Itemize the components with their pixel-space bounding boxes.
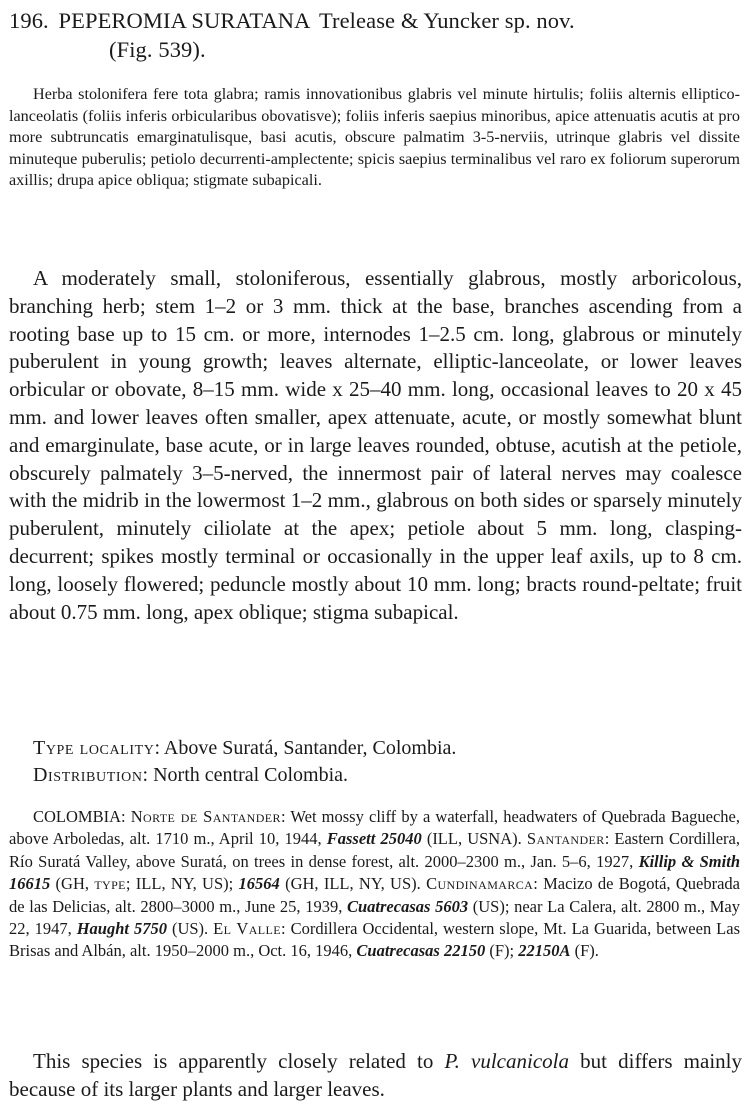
specimen-text: ; ILL, NY, US); bbox=[125, 874, 239, 894]
figure-reference: (Fig. 539). bbox=[109, 37, 206, 62]
specimens-paragraph bbox=[9, 806, 740, 963]
region-el-valle: El Valle bbox=[213, 919, 282, 939]
specimen-text: (F); bbox=[485, 941, 519, 961]
specimen-text: (GH, bbox=[50, 874, 95, 894]
specimens-examined bbox=[9, 806, 740, 963]
distribution: Distribution: North central Colombia. bbox=[33, 764, 349, 786]
type-locality-label: Type locality bbox=[33, 737, 155, 759]
collector-number: Cuatrecasas 22150 bbox=[356, 941, 486, 961]
collector-number: 16564 bbox=[238, 874, 280, 894]
latin-diagnosis-text: Herba stolonifera fere tota glabra; ramis innovationibus glabris vel minute hirtulis; foliis alternis elliptico-lanceolatis (foliis inferis orbicularibus obovatisve); foliis inferis saepius minoribus, apice attenuatis acutis at pro more subtruncatis emarginatulisque, basi acutis, obscure palmatim 3-5-nerviis, utrinque glabris vel dissite minuteque puberulis; petiolo decurrenti-amplectente; spicis saepius terminalibus vel raro ex foliorum superorum axillis; drupa apice obliqua; stigmate subapicali. bbox=[9, 85, 740, 190]
collector-number: Haught 5750 bbox=[76, 919, 167, 939]
species-name: PEPEROMIA SURATANA bbox=[58, 8, 310, 33]
closing-text: This species is apparently closely related to bbox=[33, 1049, 445, 1073]
specimen-text: (GH, ILL, NY, US). bbox=[279, 874, 427, 894]
region-santander: Santander bbox=[526, 829, 605, 849]
type-marker: type bbox=[94, 874, 126, 894]
region-cundinamarca: Cundinamarca bbox=[426, 874, 534, 894]
specimen-text: (US); near La Calera, alt. 2800 m., May 22, 1947, bbox=[9, 896, 740, 939]
closing-text: but differs mainly because of its larger plants and larger leaves. bbox=[9, 1049, 742, 1101]
collector-number: Cuatrecasas 5603 bbox=[347, 896, 469, 916]
latin-diagnosis bbox=[9, 84, 740, 192]
specimen-text: : Cordillera Occidental, western slope, Mt. La Guarida, between Las Brisas and Albán, alt. 1950–2000 m., Oct. 16, 1946, bbox=[9, 919, 740, 961]
type-locality-value: Above Suratá, Santander, Colombia. bbox=[163, 737, 457, 759]
specimen-text: : Wet mossy cliff by a waterfall, headwaters of Quebrada Bagueche, above Arboledas, alt. 1710 m., April 10, 1944, bbox=[9, 807, 740, 849]
related-species: P. vulcanicola bbox=[444, 1049, 569, 1073]
collector-number: Fassett 25040 bbox=[326, 829, 422, 849]
collector-number: Killip & Smith 16615 bbox=[9, 851, 740, 894]
closing-paragraph bbox=[9, 1047, 742, 1103]
specimen-text: : Eastern Cordillera, Río Suratá Valley, above Suratá, on trees in dense forest, alt. 2000–2300 m., Jan. 5–6, 1927, bbox=[9, 829, 740, 871]
type-locality: Type locality: Above Suratá, Santander, Colombia. bbox=[33, 737, 457, 759]
collector-number: 22150A bbox=[518, 941, 571, 961]
species-authors: Trelease & Yuncker sp. nov. bbox=[318, 8, 575, 33]
description-text: A moderately small, stoloniferous, essentially glabrous, mostly arboricolous, branching herb; stem 1–2 or 3 mm. thick at the base, branches ascending from a rooting base up to 15 cm. or more, internodes 1–2.5 cm. long, glabrous or minutely puberulent in young growth; leaves alternate, elliptic-lanceolate, or lower leaves orbicular or obovate, 8–15 mm. wide x 25–40 mm. long, occasional leaves to 20 x 45 mm. and lower leaves often smaller, apex attenuate, acute, or mostly somewhat blunt and emarginulate, base acute, or in large leaves rounded, obtuse, acutish at the petiole, obscurely palmately 3–5-nerved, the innermost pair of lateral nerves may coalesce with the midrib in the lowermost 1–2 mm., glabrous on both sides or sparsely minutely puberulent, minutely ciliolate at the apex; petiole about 5 mm. long, clasping-decurrent; spikes mostly terminal or occasionally in the upper leaf axils, up to 8 cm. long, loosely flowered; peduncle mostly about 10 mm. long; bracts round-peltate; fruit about 0.75 mm. long, apex oblique; stigma subapical. bbox=[9, 266, 742, 624]
specimen-text: : Macizo de Bogotá, Quebrada de las Delicias, alt. 2800–3000 m., June 25, 1939, bbox=[9, 874, 740, 916]
english-description bbox=[9, 265, 742, 626]
specimen-text: (ILL, USNA). bbox=[421, 829, 527, 849]
distribution-value: North central Colombia. bbox=[153, 764, 349, 786]
region-norte-de-santander: Norte de Santander bbox=[130, 807, 281, 826]
species-heading bbox=[9, 6, 742, 64]
distribution-label: Distribution bbox=[33, 764, 143, 786]
country: COLOMBIA: bbox=[33, 807, 131, 826]
specimen-text: (US). bbox=[166, 919, 214, 939]
specimen-text: (F). bbox=[570, 941, 599, 961]
closing-remark bbox=[9, 1047, 742, 1103]
species-number: 196. bbox=[9, 8, 49, 33]
